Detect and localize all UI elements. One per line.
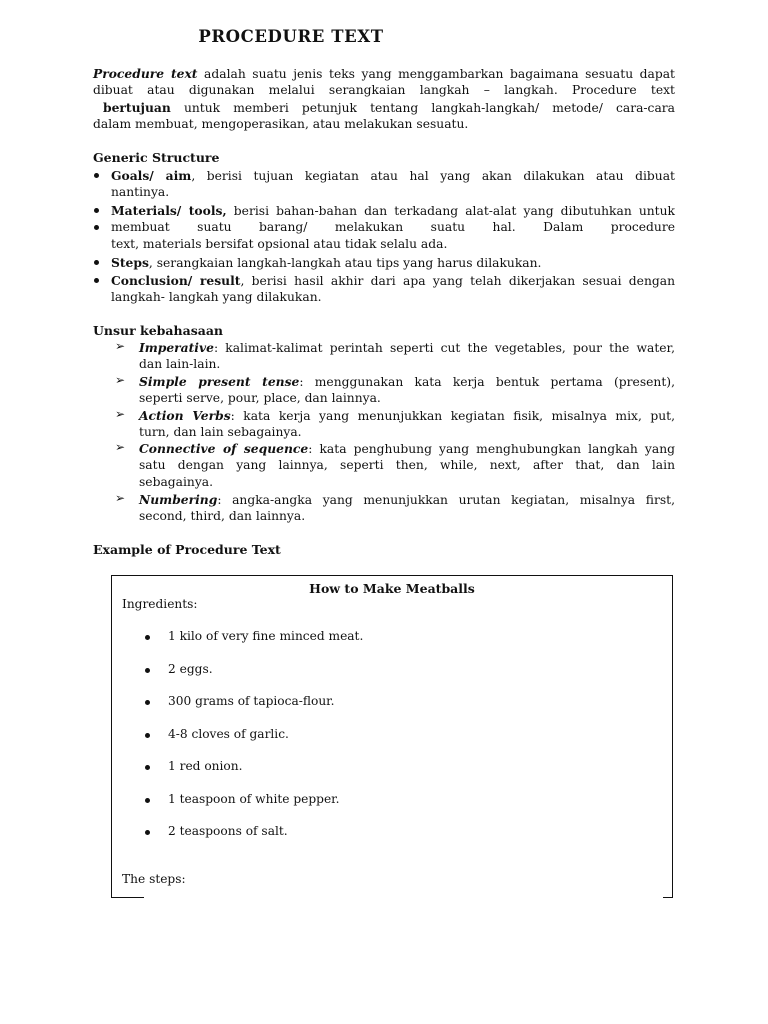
connective-line-3: sebagainya.: [139, 475, 214, 489]
arrow-bullet-icon: ➢: [115, 373, 126, 387]
numbering-line-2: second, third, dan lainnya.: [139, 509, 306, 523]
goals-label: Goals/ aim: [111, 168, 192, 183]
example-title: How to Make Meatballs: [309, 581, 475, 596]
arrow-bullet-icon: ➢: [115, 440, 126, 454]
intro-line-1: [93, 65, 675, 83]
bullet-icon: [145, 765, 150, 770]
conclusion-label: Conclusion/ result: [111, 273, 241, 288]
bullet-icon: [145, 668, 150, 673]
connective-label: Connective of sequence: [139, 441, 309, 456]
connective-text: : kata penghubung yang menghubungkan langkah yang: [308, 442, 675, 456]
imperative-line-1: [139, 339, 675, 357]
intro-text-1: adalah suatu jenis teks yang menggambarkan bagaimana sesuatu dapat: [204, 67, 675, 81]
box-bottom-right-edge: [663, 897, 672, 898]
arrow-bullet-icon: ➢: [115, 407, 126, 421]
numbering-label: Numbering: [139, 492, 218, 507]
steps-label: The steps:: [122, 872, 186, 886]
intro-term: Procedure text: [93, 66, 198, 81]
generic-structure-heading: Generic Structure: [93, 150, 220, 165]
ingredient-item: 1 red onion.: [168, 759, 243, 773]
ingredient-item: 4-8 cloves of garlic.: [168, 727, 289, 741]
bullet-icon: [145, 700, 150, 705]
materials-text: berisi bahan-bahan dan terkadang alat-alat yang dibutuhkan untuk: [233, 204, 675, 218]
simple-present-line-2: seperti serve, pour, place, dan lainnya.: [139, 391, 381, 405]
steps-line: [111, 254, 541, 272]
intro-line-3: [103, 99, 675, 117]
connective-line-1: [139, 440, 675, 458]
materials-line-1: [111, 202, 675, 220]
intro-bold: bertujuan: [103, 100, 171, 115]
goals-text: , berisi tujuan kegiatan atau hal yang akan dilakukan atau dibuat: [191, 169, 675, 183]
bullet-icon: [145, 733, 150, 738]
ingredient-item: 1 teaspoon of white pepper.: [168, 792, 340, 806]
numbering-line-1: [139, 491, 675, 509]
imperative-text: : kalimat-kalimat perintah seperti cut the vegetables, pour the water,: [213, 341, 675, 355]
conclusion-text: , berisi hasil akhir dari apa yang telah dikerjakan sesuai dengan: [240, 274, 675, 288]
action-verbs-line-1: [139, 407, 675, 425]
page-title: PROCEDURE TEXT: [198, 27, 384, 46]
goals-line-2: nantinya.: [111, 185, 170, 199]
materials-line-3: text, materials bersifat opsional atau tidak selalu ada.: [111, 237, 448, 251]
bullet-icon: [145, 635, 150, 640]
steps-label: Steps: [111, 255, 149, 270]
ingredient-item: 1 kilo of very fine minced meat.: [168, 629, 364, 643]
bullet-icon: [145, 830, 150, 835]
example-heading: Example of Procedure Text: [93, 542, 281, 557]
intro-line-4: dalam membuat, mengoperasikan, atau melakukan sesuatu.: [93, 117, 469, 131]
simple-present-label: Simple present tense: [139, 374, 300, 389]
conclusion-line-1: [111, 272, 675, 290]
example-box: [111, 575, 673, 898]
arrow-bullet-icon: ➢: [115, 339, 126, 353]
ingredient-item: 300 grams of tapioca-flour.: [168, 694, 335, 708]
simple-present-line-1: [139, 373, 675, 391]
ingredient-item: 2 eggs.: [168, 662, 213, 676]
bullet-icon: [145, 798, 150, 803]
arrow-bullet-icon: ➢: [115, 491, 126, 505]
ingredients-label: Ingredients:: [122, 597, 198, 611]
ingredient-item: 2 teaspoons of salt.: [168, 824, 288, 838]
goals-line-1: [111, 167, 675, 185]
materials-label: Materials/ tools,: [111, 203, 227, 218]
numbering-text: : angka-angka yang menunjukkan urutan kegiatan, misalnya first,: [217, 493, 675, 507]
box-bottom-left-edge: [111, 897, 144, 898]
intro-text-3: untuk memberi petunjuk tentang langkah-langkah/ metode/ cara-cara: [183, 101, 675, 115]
steps-text: , serangkaian langkah-langkah atau tips yang harus dilakukan.: [148, 256, 542, 270]
intro-line-2: dibuat atau digunakan melalui serangkaian langkah – langkah. Procedure text: [93, 83, 675, 97]
imperative-label: Imperative: [139, 340, 214, 355]
unsur-heading: Unsur kebahasaan: [93, 323, 224, 338]
connective-line-2: satu dengan yang lainnya, seperti then, while, next, after that, dan lain: [139, 458, 675, 472]
action-verbs-line-2: turn, dan lain sebagainya.: [139, 425, 302, 439]
simple-present-text: : menggunakan kata kerja bentuk pertama (present),: [299, 375, 675, 389]
action-verbs-text: : kata kerja yang menunjukkan kegiatan fisik, misalnya mix, put,: [230, 409, 675, 423]
action-verbs-label: Action Verbs: [139, 408, 231, 423]
imperative-line-2: dan lain-lain.: [139, 357, 221, 371]
materials-line-2: membuat suatu barang/ melakukan suatu hal. Dalam procedure: [111, 220, 675, 234]
conclusion-line-2: langkah- langkah yang dilakukan.: [111, 290, 322, 304]
